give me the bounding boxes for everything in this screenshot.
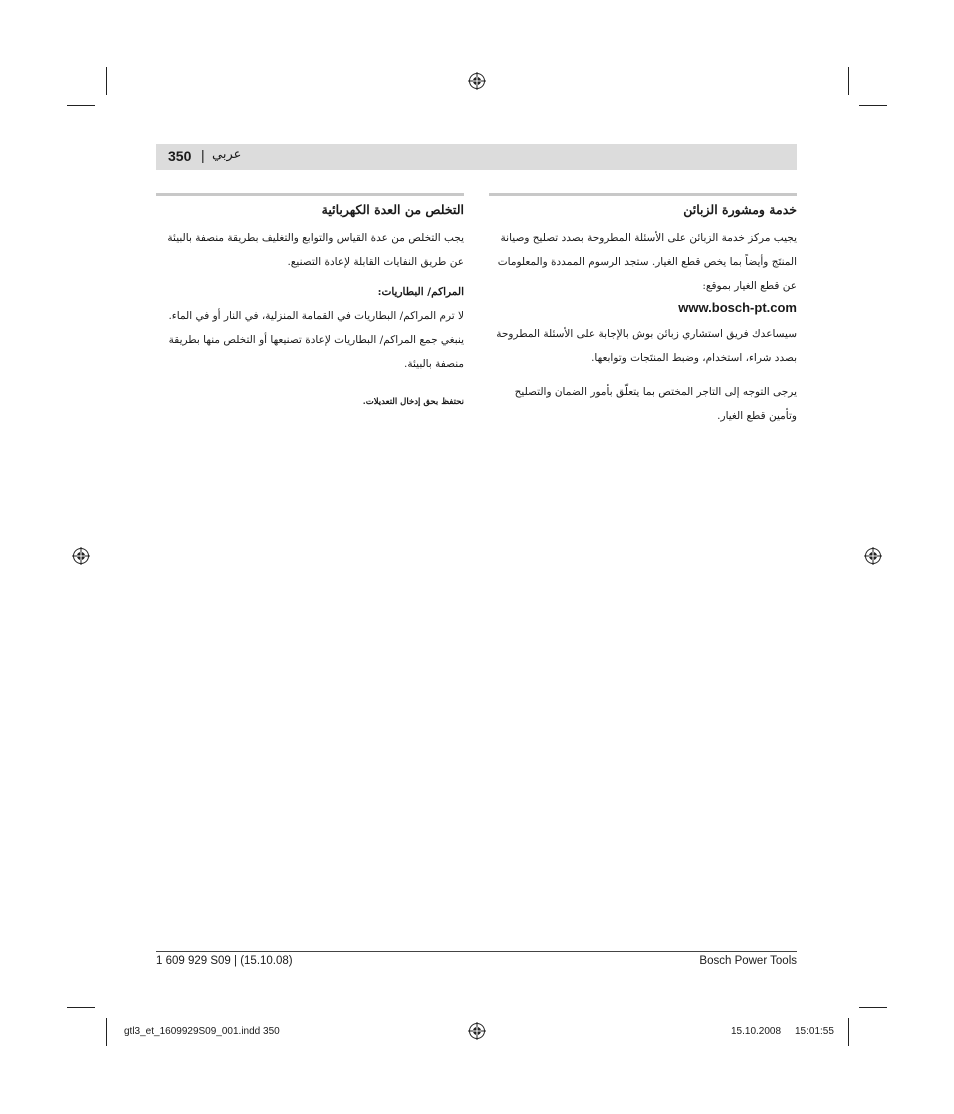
right-column bbox=[489, 198, 797, 428]
batteries-paragraph: لا ترم المراكم/ البطاريات في القمامة المنزلية، في النار أو في الماء. ينبغي جمع المراكم/ البطاريات لإعادة تصنيعها أو التخلص منها بطريقة منصفة بالبيئة. bbox=[168, 310, 464, 370]
slug-filename: gtl3_et_1609929S09_001.indd 350 bbox=[124, 1026, 280, 1037]
disposal-paragraph: يجب التخلص من عدة القياس والتوابع والتغليف بطريقة منصفة بالبيئة عن طريق النفايات القابلة لإعادة التصنيع. bbox=[167, 232, 464, 268]
section-title-customer-service: خدمة ومشورة الزبائن bbox=[683, 202, 797, 217]
page-header bbox=[156, 144, 797, 170]
consulting-paragraph: سيساعدك فريق استشاري زبائن بوش بالإجابة على الأسئلة المطروحة بصدد شراء، استخدام، وضبط المنتَجات وتوابعها. bbox=[496, 328, 797, 364]
dealer-paragraph: يرجى التوجه إلى التاجر المختص بما يتعلّق بأمور الضمان والتصليح وتأمين قطع الغيار. bbox=[514, 386, 797, 422]
crop-mark bbox=[106, 67, 107, 95]
customer-service-paragraph: يجيب مركز خدمة الزبائن على الأسئلة المطروحة بصدد تصليح وصيانة المنتَج وأيضاً بما يخص قطع الغيار. ستجد الرسوم الممددة والمعلومات عن قطع الغيار بموقع: bbox=[497, 232, 797, 292]
crop-mark bbox=[106, 1018, 107, 1046]
crop-mark bbox=[848, 1018, 849, 1046]
left-column-rule bbox=[156, 193, 464, 196]
changes-note: نحتفظ بحق إدخال التعديلات. bbox=[362, 397, 464, 407]
header-language: عربي bbox=[212, 147, 242, 162]
batteries-subheading: المراكم/ البطاريات: bbox=[377, 286, 464, 298]
registration-mark-icon bbox=[468, 72, 486, 90]
registration-mark-icon bbox=[468, 1022, 486, 1040]
left-column bbox=[156, 198, 464, 414]
slug-time: 15:01:55 bbox=[795, 1026, 834, 1037]
section-title-disposal: التخلص من العدة الكهربائية bbox=[321, 202, 464, 217]
footer-brand: Bosch Power Tools bbox=[699, 955, 797, 967]
website-link[interactable]: www.bosch-pt.com bbox=[678, 300, 797, 315]
crop-mark bbox=[67, 105, 95, 106]
page-number: 350 bbox=[168, 148, 192, 164]
right-column-rule bbox=[489, 193, 797, 196]
crop-mark bbox=[67, 1007, 95, 1008]
registration-mark-icon bbox=[72, 547, 90, 565]
footer-rule bbox=[156, 951, 797, 952]
crop-mark bbox=[859, 1007, 887, 1008]
registration-mark-icon bbox=[864, 547, 882, 565]
slug-date: 15.10.2008 bbox=[731, 1026, 782, 1037]
footer-doc-code: 1 609 929 S09 | (15.10.08) bbox=[156, 955, 293, 967]
header-separator: | bbox=[201, 147, 205, 163]
crop-mark bbox=[848, 67, 849, 95]
crop-mark bbox=[859, 105, 887, 106]
